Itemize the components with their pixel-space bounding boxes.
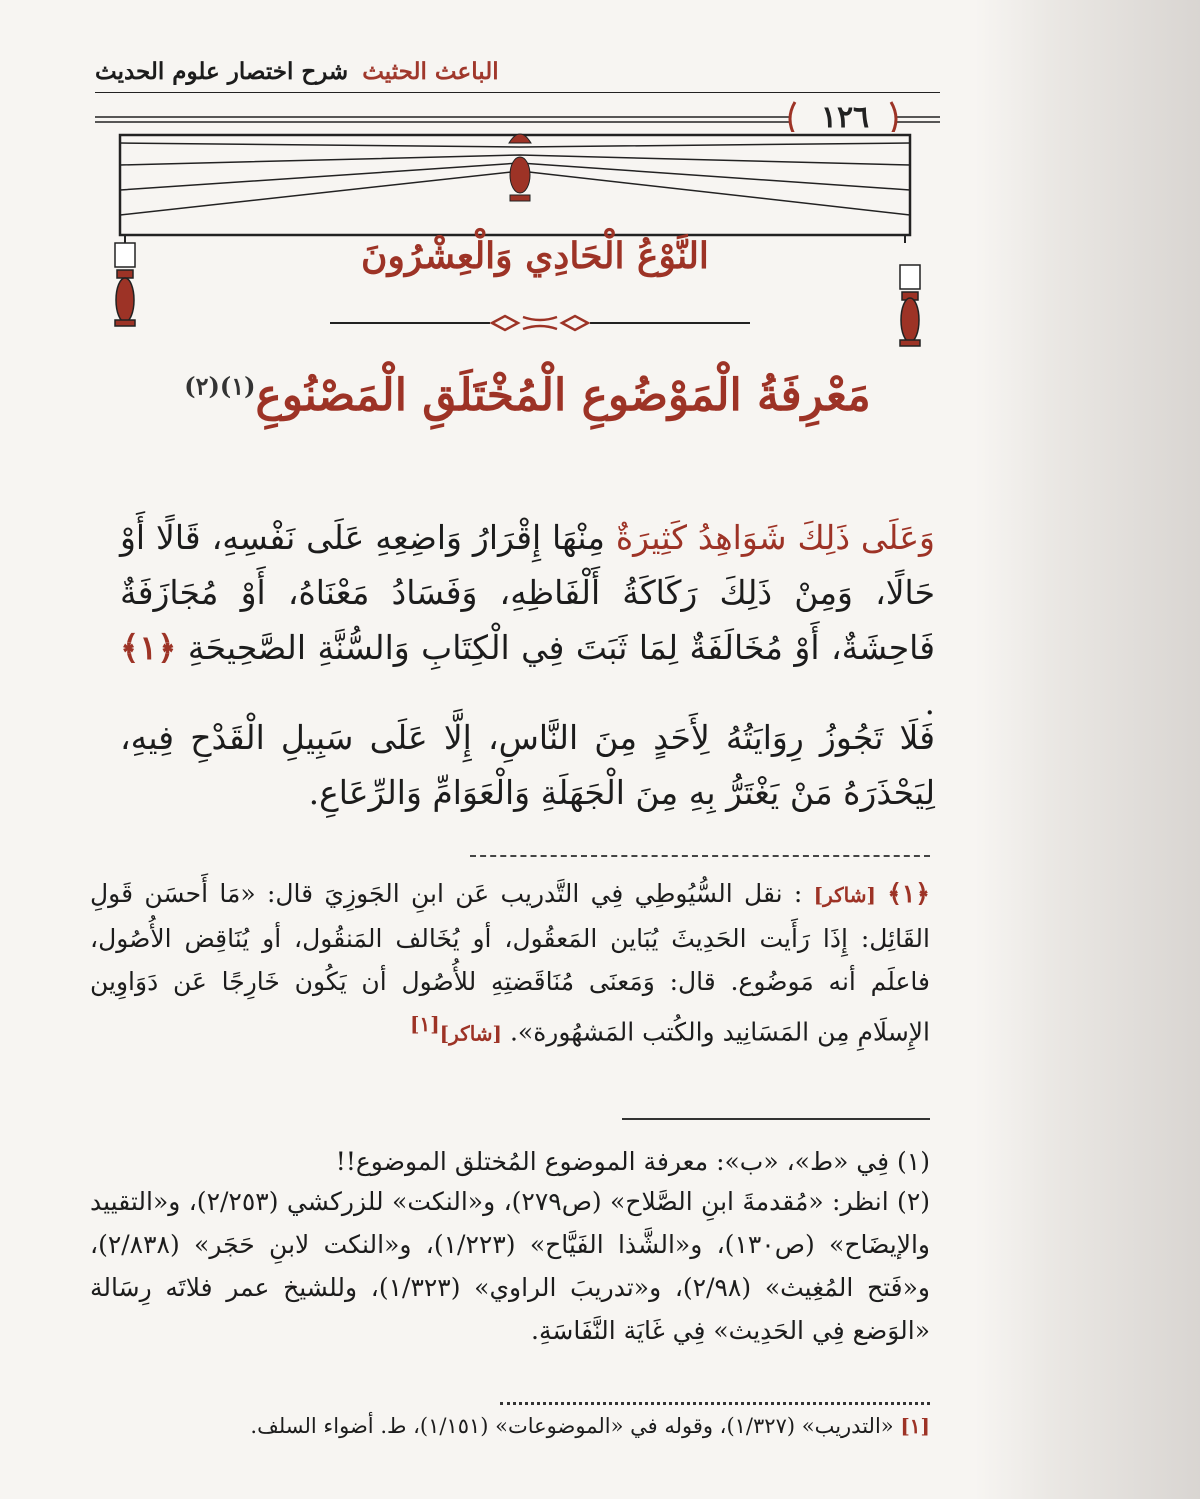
paragraph-text: مِنْهَا إِقْرَارُ وَاضِعِهِ عَلَى نَفْسِهِ، قَالًا أَوْ حَالًا، وَمِنْ ذَلِكَ رَكَاكَةُ أَلْفَاظِهِ، وَفَسَادُ مَعْنَاهُ، أَوْ مُجَازَفَةٌ فَاحِشَةٌ، أَوْ مُخَالَفَةٌ لِمَا ثَبَتَ فِي الْكِتَابِ وَالسُّنَّةِ الصَّحِيحَةِ	[120, 518, 936, 667]
reference-number: [١]	[900, 1414, 930, 1438]
footnote-2: (٢) انظر: «مُقدمةَ ابنِ الصَّلاح» (ص٢٧٩)، و«النكت» للزركشي (٢/٢٥٣)، و«التقييد والإيضَاح» (ص١٣٠)، و«الشَّذا الفَيَّاح» (١/٢٢٣)، و«النكت لابنِ حَجَر» (٢/٨٣٨)، و«فَتح المُغِيث» (٢/٩٨)، و«تدريبَ الراوي» (١/٣٢٣)، وللشيخ عمر فلاتَه رِسَالة «الوَضع فِي الحَدِيث» فِي غَايَة النَّفَاسَةِ.	[90, 1187, 931, 1345]
running-header	[95, 58, 545, 85]
commentary-text: : نقل السُّيُوطِي فِي التَّدريب عَن ابنِ الجَوزِيَ قال: «مَا أَحسَن قَولِ القَائِل: إِذَا رَأَيت الحَدِيثَ يُبَاين المَعقُول، أو يُخَالف المَنقُول، أو يُنَاقِض الأُصُول، فاعلَم أنه مَوضُوع. قال: وَمَعنَى مُنَاقَضتِهِ للأُصُول أن يَكُون خَارِجًا عَن دَوَاوِين الإِسلَامِ مِن المَسَانِيد والكُتب المَشهُورة».	[90, 879, 930, 1047]
section-title-refs: (١)(٢)	[184, 371, 256, 401]
reference-note	[90, 1408, 930, 1444]
footnote-separator	[622, 1118, 930, 1120]
book-title-sub: شرح اختصار علوم الحديث	[95, 58, 349, 85]
section-title-text: مَعْرِفَةُ الْمَوْضُوعِ الْمُخْتَلَقِ الْمَصْنُوعِ	[255, 370, 871, 421]
commentary-author: [شاكر]	[813, 883, 876, 907]
section-title	[120, 370, 935, 421]
title-divider	[330, 313, 750, 333]
page-gutter-shadow	[975, 0, 1200, 1499]
chapter-heading: النَّوْعُ الْحَادِي وَالْعِشْرُونَ	[361, 235, 709, 277]
body-paragraph-1	[120, 510, 935, 730]
commentary-end-author: [شاكر]	[439, 1021, 503, 1046]
commentary-marker: ﴿١﴾	[120, 628, 177, 667]
paragraph-end: .	[924, 683, 935, 722]
commentary-number: ﴿١﴾	[887, 879, 931, 908]
chapter-frame-ornament	[95, 95, 940, 350]
reference-text: «التدريب» (١/٣٢٧)، وقوله في «الموضوعات» (١/١٥١)، ط. أضواء السلف.	[250, 1414, 894, 1438]
reference-separator	[500, 1402, 930, 1405]
book-title-main: الباعث الحثيث	[362, 58, 499, 85]
commentary-note	[90, 872, 930, 1055]
body-paragraph-2: فَلَا تَجُوزُ رِوَايَتُهُ لِأَحَدٍ مِنَ النَّاسِ، إِلَّا عَلَى سَبِيلِ الْقَدْحِ فِيهِ، لِيَحْذَرَهُ مَنْ يَغْتَرُّ بِهِ مِنَ الْجَهَلَةِ وَالْعَوَامِّ وَالرِّعَاعِ.	[120, 718, 935, 812]
page-number: ١٢٦	[820, 100, 870, 135]
footnote-1: (١) فِي «ط»، «ب»: معرفة الموضوع المُختلق الموضوع!!	[335, 1147, 930, 1176]
paragraph-lead: وَعَلَى ذَلِكَ شَوَاهِدُ كَثِيرَةٌ	[615, 518, 935, 557]
commentary-end-ref: [١]	[409, 1012, 440, 1036]
commentary-separator	[470, 855, 930, 857]
